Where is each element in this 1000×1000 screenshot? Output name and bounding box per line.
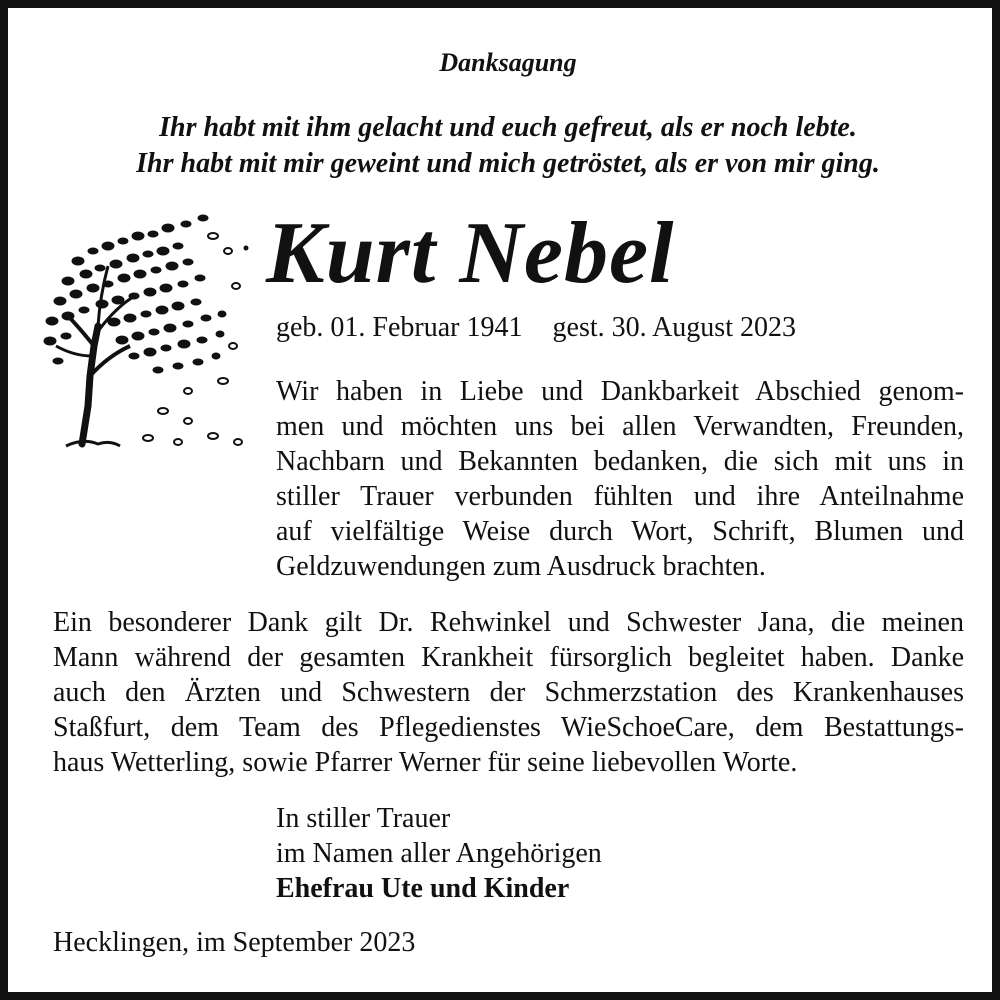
paragraph-line: Mann während der gesamten Krankheit fürsorglich begleitet haben. Danke	[53, 642, 964, 673]
verse	[8, 110, 1000, 182]
paragraph-line: Ein besonderer Dank gilt Dr. Rehwinkel und Schwester Jana, die meinen	[53, 607, 964, 638]
place-date: Hecklingen, im September 2023	[53, 927, 416, 958]
paragraph-line: men und möchten uns bei allen Verwandten, Freunden,	[276, 411, 964, 442]
heading-danksagung: Danksagung	[439, 48, 577, 77]
deceased-name: Kurt Nebel	[266, 205, 675, 302]
paragraph-line: stiller Trauer verbunden fühlten und ihre Anteilnahme	[276, 481, 964, 512]
signature: Ehefrau Ute und Kinder	[276, 873, 570, 904]
paragraph-line: Staßfurt, dem Team des Pflegedienstes WieSchoeCare, dem Bestattungs-	[53, 712, 964, 743]
paragraph-line: haus Wetterling, sowie Pfarrer Werner für seine liebevollen Worte.	[53, 747, 798, 778]
birth-date: geb. 01. Februar 1941	[276, 312, 523, 343]
closing-block	[276, 801, 602, 906]
tree-with-blowing-leaves-icon	[38, 206, 253, 456]
paragraph-line: auf vielfältige Weise durch Wort, Schrift, Blumen und	[276, 516, 964, 547]
closing-line: In stiller Trauer	[276, 803, 451, 834]
death-date: gest. 30. August 2023	[552, 312, 796, 343]
paragraph-line: Geldzuwendungen zum Ausdruck brachten.	[276, 551, 766, 582]
closing-line: im Namen aller Angehörigen	[276, 838, 602, 869]
paragraph-line: Nachbarn und Bekannten bedanken, die sich mit uns in	[276, 446, 964, 477]
thanks-paragraph	[276, 374, 964, 584]
life-dates	[276, 312, 796, 344]
paragraph-line: auch den Ärzten und Schwestern der Schmerzstation des Krankenhauses	[53, 677, 964, 708]
verse-line: Ihr habt mit mir geweint und mich getröstet, als er von mir ging.	[136, 148, 880, 179]
verse-line: Ihr habt mit ihm gelacht und euch gefreut, als er noch lebte.	[159, 112, 857, 143]
paragraph-line: Wir haben in Liebe und Dankbarkeit Abschied genom-	[276, 376, 964, 407]
special-thanks-paragraph	[53, 605, 964, 780]
